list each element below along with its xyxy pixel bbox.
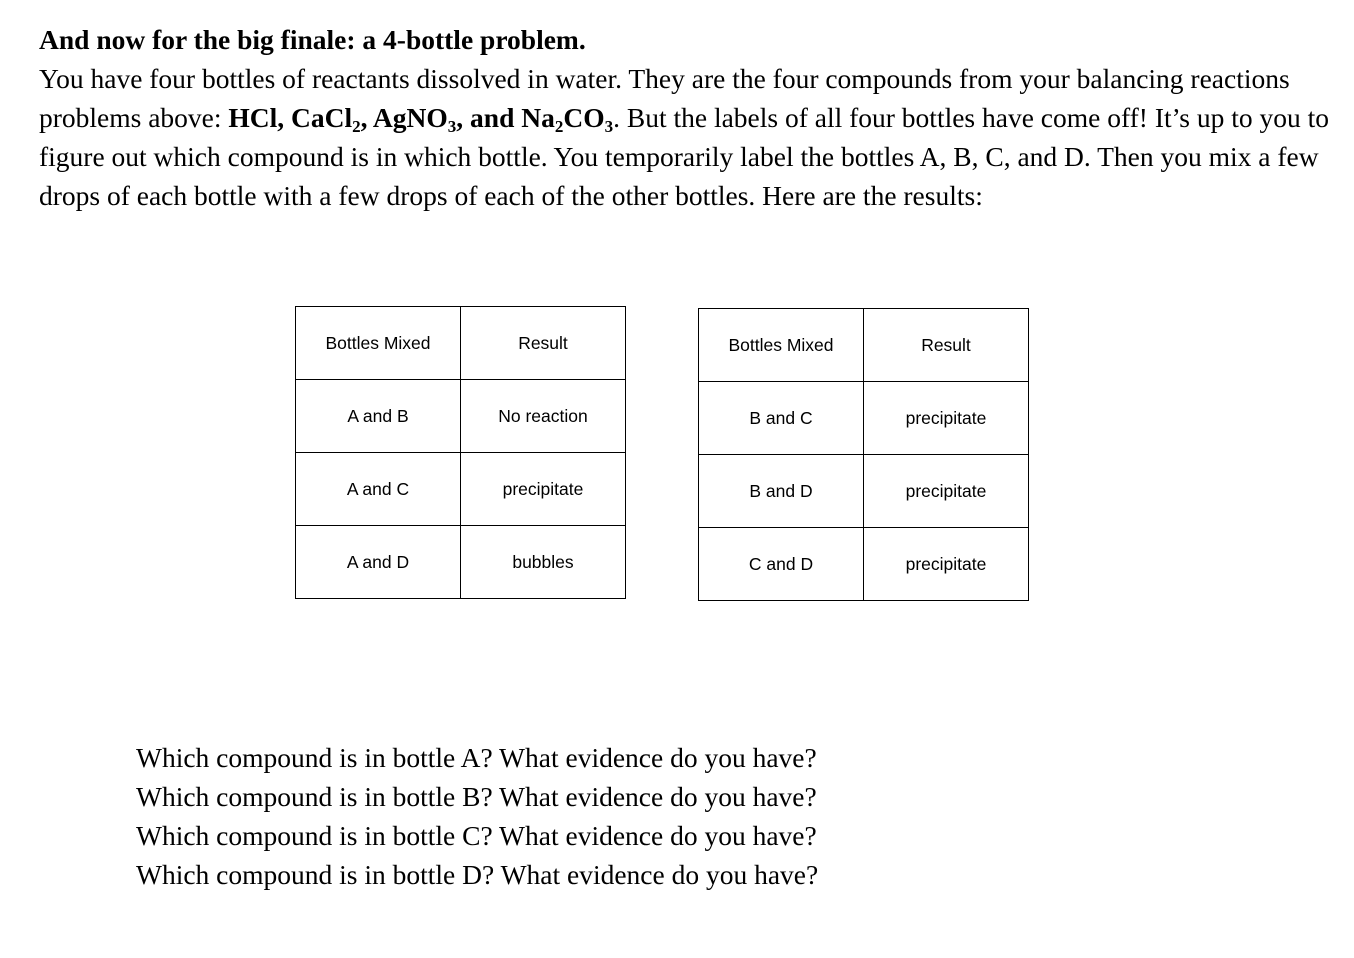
problem-paragraph [39, 59, 1329, 215]
table-header-row [296, 307, 626, 380]
compound-separator: , and [456, 102, 522, 133]
result-cell: precipitate [864, 455, 1029, 528]
result-cell: precipitate [864, 528, 1029, 601]
result-cell: No reaction [461, 380, 626, 453]
result-cell: precipitate [864, 382, 1029, 455]
bottles-mixed-cell: B and D [699, 455, 864, 528]
problem-heading: And now for the big finale: a 4-bottle problem. [39, 24, 586, 55]
table-row [699, 455, 1029, 528]
compound-na2co3-na: Na [521, 102, 555, 133]
header-bottles-mixed: Bottles Mixed [296, 307, 461, 380]
result-cell: bubbles [461, 526, 626, 599]
na-subscript: 2 [554, 117, 564, 136]
table-header-row [699, 309, 1029, 382]
header-result: Result [864, 309, 1029, 382]
compound-cacl2: CaCl [291, 102, 353, 133]
compound-na2co3-co: CO [563, 102, 605, 133]
intro-text-part2: . But the labels of all four bottles have come off! It’s up to you to figure out which compound is in which bottle. You temporarily label the bottles A, B, C, and D. Then you mix a few drops of each bottle with a few drops of each of the other bottles. Here are the results: [39, 102, 1329, 211]
results-table-left [295, 306, 626, 599]
bottles-mixed-cell: A and B [296, 380, 461, 453]
header-result: Result [461, 307, 626, 380]
compound-agno3: AgNO [372, 102, 448, 133]
compound-separator: , [360, 102, 373, 133]
bottles-mixed-cell: A and C [296, 453, 461, 526]
question-bottle-d: Which compound is in bottle D? What evidence do you have? [136, 859, 819, 890]
table-row [699, 382, 1029, 455]
table-row [296, 453, 626, 526]
question-bottle-b: Which compound is in bottle B? What evidence do you have? [136, 781, 817, 812]
table-row [296, 380, 626, 453]
questions-block [136, 738, 818, 894]
co3-subscript: 3 [604, 117, 614, 136]
cacl2-subscript: 2 [352, 117, 361, 136]
bottles-mixed-cell: C and D [699, 528, 864, 601]
question-bottle-a: Which compound is in bottle A? What evidence do you have? [136, 742, 817, 773]
result-cell: precipitate [461, 453, 626, 526]
table-row [699, 528, 1029, 601]
question-bottle-c: Which compound is in bottle C? What evidence do you have? [136, 820, 817, 851]
header-bottles-mixed: Bottles Mixed [699, 309, 864, 382]
compound-hcl: HCl, [228, 102, 292, 133]
problem-intro [39, 20, 1329, 215]
results-table-right [698, 308, 1029, 601]
intro-text-part1: You have four bottles of reactants dissolved in water. They are the four compounds from your balancing reactions problems above: [39, 63, 1290, 133]
bottles-mixed-cell: B and C [699, 382, 864, 455]
table-row [296, 526, 626, 599]
compound-list [228, 102, 614, 136]
bottles-mixed-cell: A and D [296, 526, 461, 599]
agno3-subscript: 3 [447, 117, 457, 136]
